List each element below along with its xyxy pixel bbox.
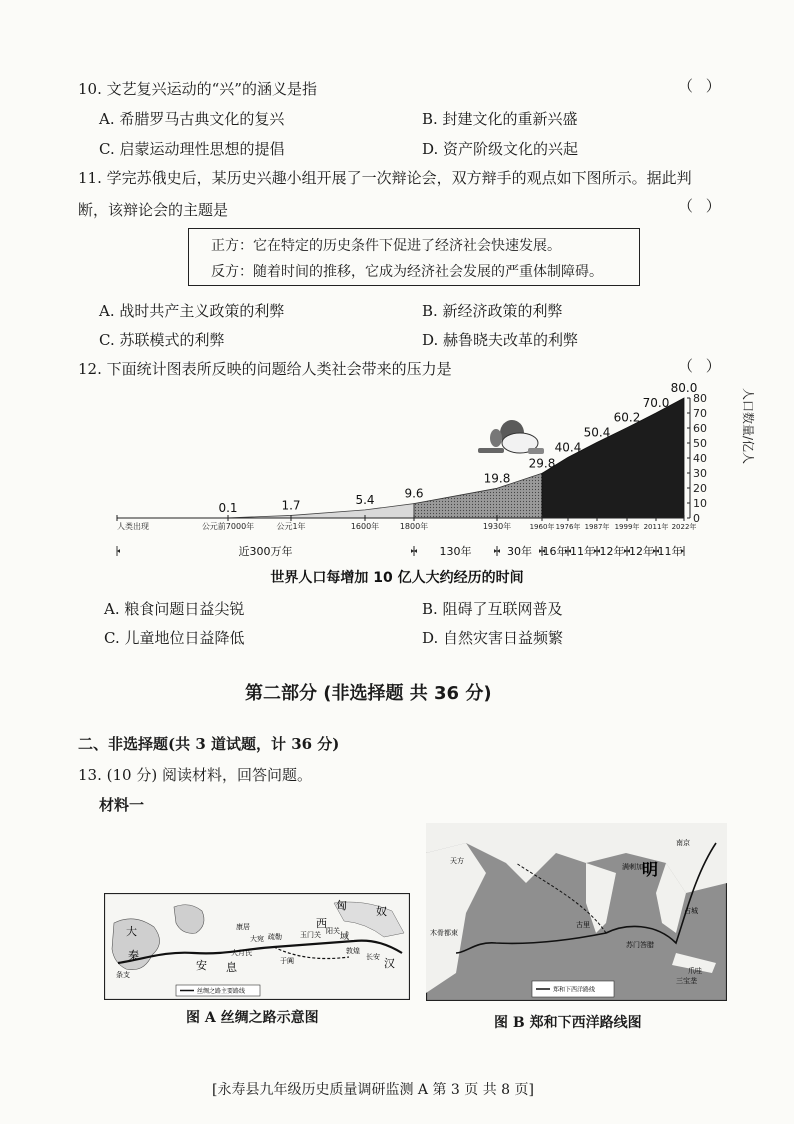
y-tick-label: 0 — [693, 512, 700, 525]
interval-label: 近300万年 — [238, 545, 293, 558]
y-tick-label: 40 — [693, 452, 707, 465]
q11-option-c[interactable]: C. 苏联模式的利弊 — [99, 331, 225, 349]
q12-option-c[interactable]: C. 儿童地位日益降低 — [104, 629, 245, 647]
data-value-label: 70.0 — [642, 396, 670, 410]
map-label-qin: 秦 — [128, 949, 139, 962]
map-label-ming: 明 — [642, 860, 659, 879]
map-label-xi: 息 — [226, 961, 237, 974]
data-value-label: 50.4 — [583, 425, 611, 440]
q12-option-b[interactable]: B. 阻碍了互联网普及 — [422, 600, 563, 618]
x-tick-label: 1999年 — [614, 523, 640, 531]
y-tick-label: 50 — [693, 437, 707, 450]
x-tick-label: 2011年 — [643, 523, 669, 531]
map-label-yutian: 于阗 — [280, 957, 294, 965]
map-label-xiyu-xi: 西 — [316, 917, 327, 930]
data-value-label: 0.1 — [218, 500, 238, 515]
x-tick-label: 1960年 — [529, 523, 555, 531]
map-label-nu: 奴 — [376, 905, 387, 918]
map-label-tianfang: 天方 — [450, 857, 464, 865]
q10-option-b[interactable]: B. 封建文化的重新兴盛 — [422, 110, 578, 128]
q12-answer-paren[interactable]: （ ） — [678, 357, 725, 375]
part2-title: 第二部分 (非选择题 共 36 分) — [245, 683, 492, 704]
map-b-legend-label: 郑和下西洋路线 — [553, 986, 596, 994]
y-tick-label: 80 — [693, 392, 707, 405]
q11-answer-paren[interactable]: （ ） — [678, 197, 725, 215]
debate-box — [188, 228, 640, 286]
data-value-label: 29.8 — [528, 456, 556, 471]
interval-label: 30年 — [507, 545, 532, 558]
q12-stem: 12. 下面统计图表所反映的问题给人类社会带来的压力是 — [78, 360, 452, 378]
material-one-label: 材料一 — [99, 796, 145, 814]
map-label-han: 汉 — [384, 957, 395, 970]
map-label-zhaowa: 爪哇 — [688, 967, 702, 975]
q11-option-b[interactable]: B. 新经济政策的利弊 — [422, 302, 563, 320]
x-tick-label: 2022年 — [671, 523, 697, 531]
debate-pro: 正方：它在特定的历史条件下促进了经济社会快速发展。 — [211, 238, 561, 254]
map-label-manlajia: 满剌加 — [622, 863, 643, 871]
y-tick-label: 70 — [693, 407, 707, 420]
map-label-xiong: 匈 — [336, 899, 347, 912]
y-tick-label: 20 — [693, 482, 707, 495]
x-tick-label: 1800年 — [399, 522, 429, 531]
baby-illustration — [478, 420, 544, 454]
q10-answer-paren[interactable]: （ ） — [678, 77, 725, 95]
x-tick-label: 1987年 — [584, 523, 610, 531]
figure-a-caption: 图 A 丝绸之路示意图 — [186, 1010, 319, 1026]
q10-option-c[interactable]: C. 启蒙运动理性思想的提倡 — [99, 140, 285, 158]
q12-option-a[interactable]: A. 粮食问题日益尖锐 — [104, 600, 245, 618]
map-label-sumendala: 苏门答腊 — [626, 941, 654, 949]
data-value-label: 19.8 — [483, 471, 511, 486]
map-label-nanjing: 南京 — [676, 839, 690, 847]
data-value-label: 1.7 — [281, 498, 301, 513]
q10-stem: 10. 文艺复兴运动的“兴”的涵义是指 — [78, 80, 317, 98]
section-heading: 二、非选择题(共 3 道试题，计 36 分) — [78, 735, 340, 753]
x-tick-label: 1976年 — [555, 523, 581, 531]
interval-label: 16年 — [542, 545, 568, 558]
zheng-he-map — [426, 823, 727, 1001]
interval-label: 11年 — [570, 545, 595, 558]
x-tick-label: 人类出现 — [117, 522, 149, 531]
q11-stem-line1: 11. 学完苏俄史后，某历史兴趣小组开展了一次辩论会，双方辩手的观点如下图所示。据此判 — [78, 169, 692, 187]
map-label-an: 安 — [196, 959, 207, 972]
q11-option-d[interactable]: D. 赫鲁晓夫改革的利弊 — [422, 331, 579, 349]
figure-b-caption: 图 B 郑和下西洋路线图 — [494, 1015, 642, 1031]
data-value-label: 5.4 — [355, 492, 375, 507]
q13-stem: 13. (10 分) 阅读材料，回答问题。 — [78, 766, 312, 784]
q11-option-a[interactable]: A. 战时共产主义政策的利弊 — [99, 302, 285, 320]
q10-option-d[interactable]: D. 资产阶级文化的兴起 — [422, 140, 579, 158]
map-label-kangju: 康居 — [236, 923, 250, 931]
data-value-label: 9.6 — [404, 486, 424, 501]
interval-label: 12年 — [629, 545, 654, 558]
map-a-legend-label: 丝绸之路主要路线 — [197, 988, 246, 995]
page-footer: [永寿县九年级历史质量调研监测 A 第 3 页 共 8 页] — [212, 1082, 534, 1098]
map-label-shule: 疏勒 — [268, 933, 282, 941]
map-label-dunhuang: 敦煌 — [346, 947, 360, 955]
map-label-zhancheng: 占城 — [684, 907, 698, 915]
debate-con: 反方：随着时间的推移，它成为经济社会发展的严重体制障碍。 — [211, 264, 603, 280]
map-label-dayuan: 大宛 — [250, 935, 264, 943]
q10-option-a[interactable]: A. 希腊罗马古典文化的复兴 — [99, 110, 285, 128]
y-tick-label: 10 — [693, 497, 707, 510]
interval-label: 11年 — [657, 545, 683, 558]
data-value-label: 40.4 — [554, 440, 582, 455]
map-label-xiyu-yu: 域 — [340, 932, 350, 942]
q11-stem-line2: 断，该辩论会的主题是 — [78, 201, 229, 219]
x-tick-label: 公元1年 — [276, 522, 306, 531]
map-label-sanbaolong: 三宝垄 — [676, 977, 697, 985]
map-label-changan: 长安 — [366, 953, 380, 961]
map-label-guli: 古里 — [576, 921, 590, 929]
y-tick-label: 60 — [693, 422, 707, 435]
map-label-mugudushu: 木骨都束 — [430, 929, 458, 937]
q12-option-d[interactable]: D. 自然灾害日益频繁 — [422, 629, 564, 647]
area-middle — [414, 473, 542, 518]
map-label-yangguan: 阳关 — [326, 927, 340, 935]
interval-label: 12年 — [599, 545, 625, 558]
silk-road-map — [104, 893, 410, 1000]
y-tick-label: 30 — [693, 467, 707, 480]
x-tick-label: 1600年 — [350, 522, 380, 531]
map-label-dayuezhi: 大月氏 — [231, 949, 252, 957]
data-value-label: 80.0 — [670, 381, 698, 395]
population-chart — [0, 380, 794, 588]
chart-title: 世界人口每增加 10 亿人大约经历的时间 — [270, 570, 524, 586]
map-label-yumenguan: 玉门关 — [300, 931, 321, 939]
y-axis-label: 人口数量/亿人 — [741, 388, 755, 465]
map-label-da: 大 — [126, 925, 137, 938]
data-value-label: 60.2 — [613, 410, 641, 425]
map-label-tiaozhi: 条支 — [116, 971, 130, 979]
interval-label: 130年 — [439, 545, 472, 558]
x-tick-label: 公元前7000年 — [201, 522, 255, 531]
x-tick-label: 1930年 — [482, 522, 512, 531]
